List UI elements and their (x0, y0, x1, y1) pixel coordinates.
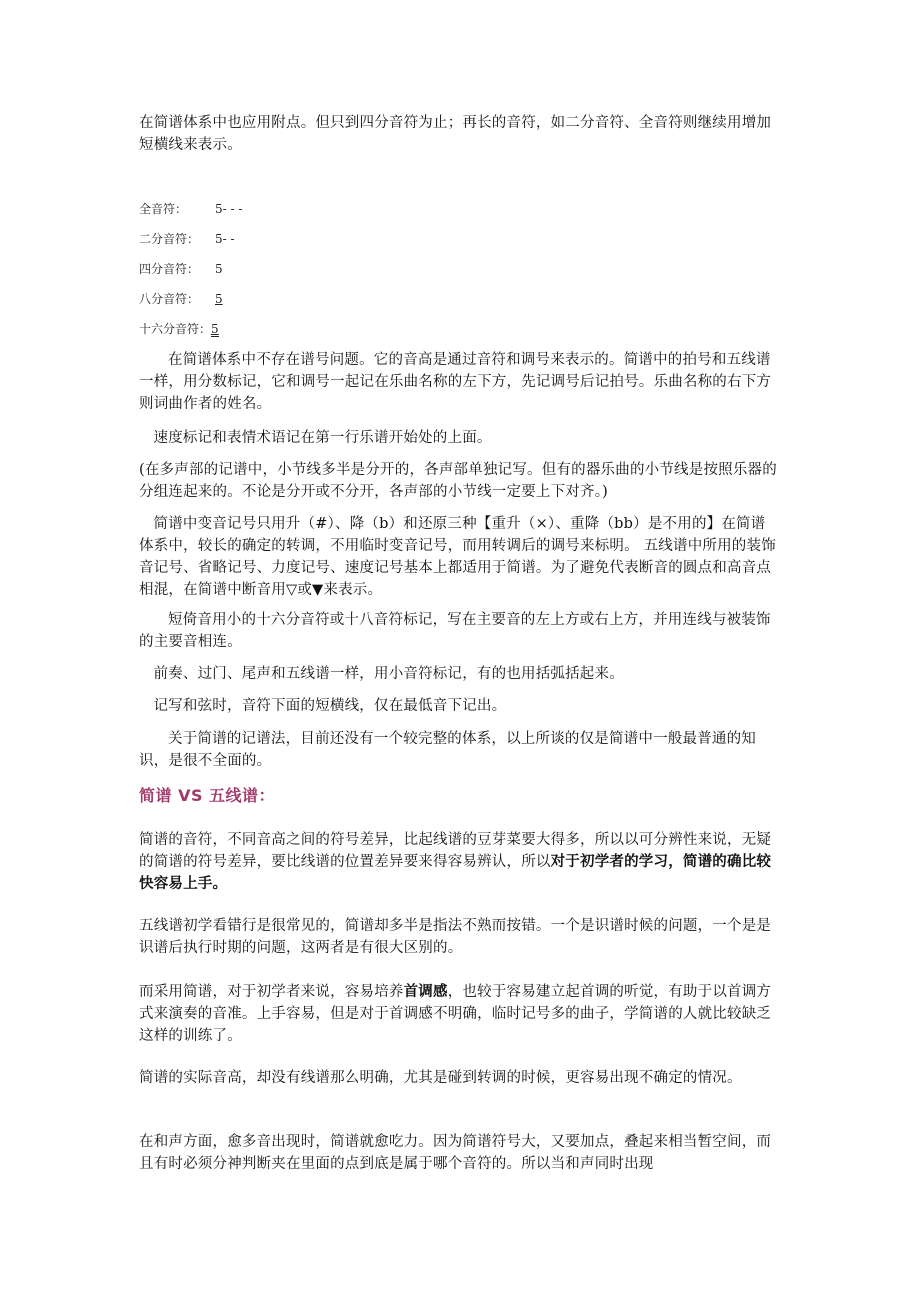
note-label: 二分音符： (139, 232, 200, 246)
note-quarter (139, 261, 223, 277)
bold-text: 首调感 (403, 984, 448, 1000)
section-paragraph-1 (139, 829, 779, 895)
note-half (139, 231, 235, 247)
section-paragraph-3 (139, 981, 779, 1047)
note-value: 5 (211, 322, 219, 336)
section-paragraph-2: 五线谱初学看错行是很常见的，简谱却多半是指法不熟而按错。一个是识谱时候的问题，一个是是识谱后执行时期的问题，这两者是有很大区别的。 (139, 918, 772, 956)
section-heading: 简谱 VS 五线谱： (139, 786, 276, 805)
note-eighth (139, 291, 223, 307)
paragraph-tempo: 速度标记和表情术语记在第一行乐谱开始处的上面。 (153, 430, 492, 446)
section-paragraph-4: 简谱的实际音高，却没有线谱那么明确，尤其是碰到转调的时候，更容易出现不确定的情况。 (139, 1070, 742, 1086)
note-value: 5 (215, 262, 223, 276)
section-paragraph-5: 在和声方面，愈多音出现时，简谱就愈吃力。因为简谱符号大，又要加点，叠起来相当暂空间，而且有时必须分神判断夹在里面的点到底是属于哪个音符的。所以当和声同时出现 (139, 1134, 772, 1172)
bold-text: 对于初学者的学习，简谱的确比较快容易上手。 (139, 854, 772, 892)
note-label: 八分音符： (139, 292, 200, 306)
paragraph-grace-notes: 短倚音用小的十六分音符或十八音符标记，写在主要音的左上方或右上方，并用连线与被装饰的主要音相连。 (139, 612, 771, 650)
note-label: 全音符： (139, 202, 188, 216)
paragraph-accidentals: 简谱中变音记号只用升（#）、降（b）和还原三种【重升（×）、重降（bb）是不用的】在简谱体系中，较长的确定的转调，不用临时变音记号，而用转调后的调号来标明。 五线谱中所用的装饰音记号、省略记号、力度记号、速度记号基本上都适用于简谱。为了避免代表断音的圆点和高音点相混，在简谱中断音用▽或▼来表示。 (139, 516, 776, 598)
paragraph-key-signature: 在简谱体系中不存在谱号问题。它的音高是通过音符和调号来表示的。简谱中的拍号和五线谱一样，用分数标记，它和调号一起记在乐曲名称的左下方，先记调号后记拍号。乐曲名称的右下方则词曲作者的姓名。 (139, 352, 772, 412)
paragraph-prelude: 前奏、过门、尾声和五线谱一样，用小音符标记，有的也用括弧括起来。 (153, 666, 624, 682)
note-value: 5- - (215, 232, 235, 246)
paragraph-chords: 记写和弦时，音符下面的短横线，仅在最低音下记出。 (153, 698, 507, 714)
note-whole (139, 201, 242, 217)
note-label: 十六分音符： (139, 322, 212, 336)
paragraph-multipart: (在多声部的记谱中，小节线多半是分开的，各声部单独记写。但有的器乐曲的小节线是按照乐器的分组连起来的。不论是分开或不分开，各声部的小节线一定要上下对齐。) (139, 462, 777, 500)
note-value: 5 (215, 292, 223, 306)
intro-paragraph: 在简谱体系中也应用附点。但只到四分音符为止；再长的音符，如二分音符、全音符则继续用增加短横线来表示。 (139, 115, 772, 153)
section-text: 而采用简谱，对于初学者来说，容易培养 (139, 984, 404, 1000)
note-sixteenth (139, 321, 219, 337)
paragraph-summary: 关于简谱的记谱法，目前还没有一个较完整的体系，以上所谈的仅是简谱中一般最普通的知识，是很不全面的。 (139, 731, 756, 769)
section-text: 简谱的音符，不同音高之间的符号差异，比起线谱的豆芽菜要大得多，所以以可分辨性来说，无疑的简谱的符号差异，要比线谱的位置差异要来得容易辨认，所以 (139, 832, 772, 870)
note-value: 5- - - (215, 202, 243, 216)
note-label: 四分音符： (139, 262, 200, 276)
section-text: ，也较于容易建立起首调的听觉，有助于以首调方式来演奏的音准。上手容易，但是对于首调感不明确，临时记号多的曲子，学简谱的人就比较缺乏这样的训练了。 (139, 984, 772, 1044)
